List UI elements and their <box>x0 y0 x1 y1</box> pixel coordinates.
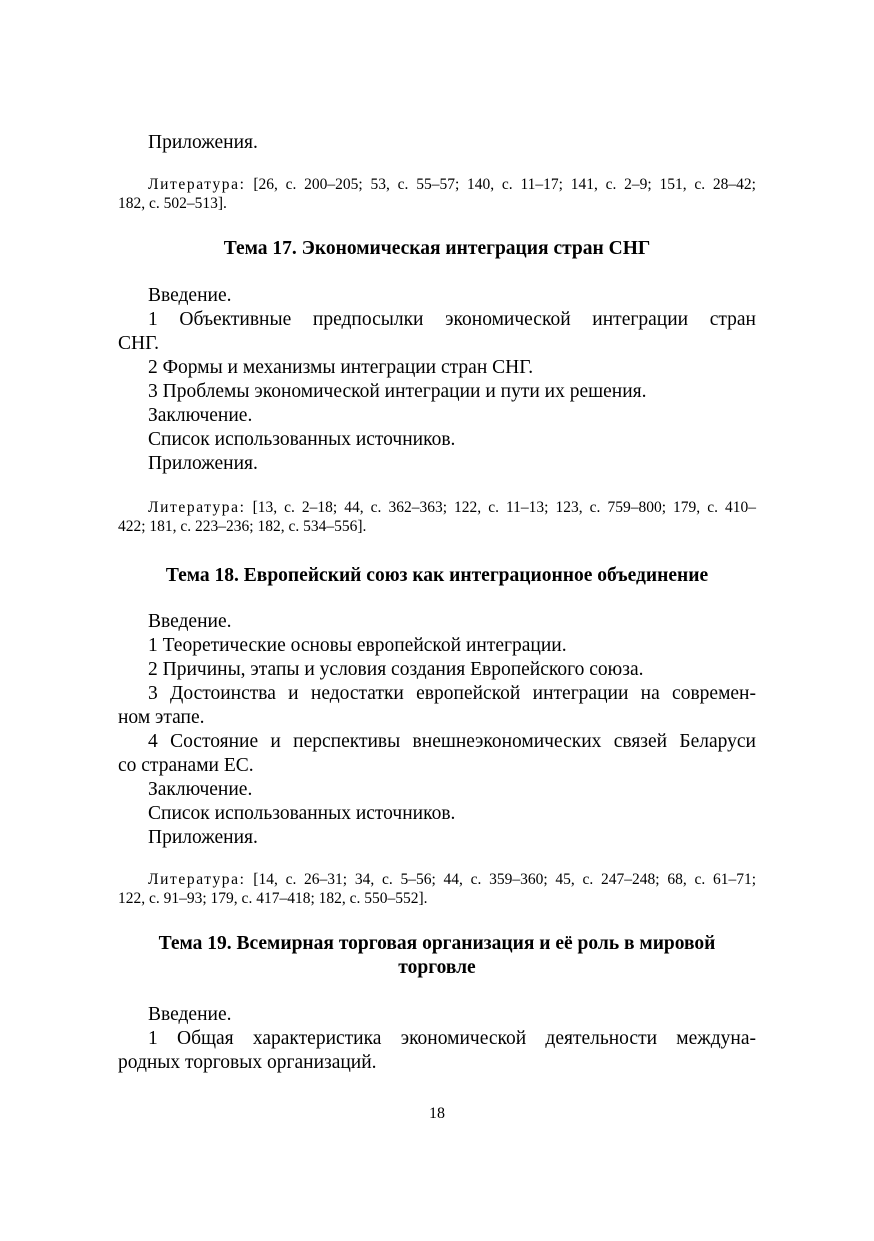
list-item: Заключение. <box>148 405 253 426</box>
literature-label: Литература: <box>148 176 246 193</box>
literature-label: Литература: <box>148 499 246 516</box>
literature-line: Литература: [14, с. 26–31; 34, с. 5–56; 44, с. 359–360; 45, с. 247–248; 68, с. 61–71; <box>148 871 756 888</box>
list-item: со странами ЕС. <box>118 755 254 776</box>
literature-line: Литература: [13, с. 2–18; 44, с. 362–363; 122, с. 11–13; 123, с. 759–800; 179, с. 410– <box>148 499 756 516</box>
list-item: Введение. <box>148 611 232 632</box>
list-item: Список использованных источников. <box>148 429 456 450</box>
literature-label: Литература: <box>148 871 246 888</box>
list-item: Введение. <box>148 1004 232 1025</box>
list-item: 2 Причины, этапы и условия создания Европейского союза. <box>148 659 644 680</box>
list-item: СНГ. <box>118 333 160 354</box>
literature-line: 182, с. 502–513]. <box>118 195 227 212</box>
literature-line: Литература: [26, с. 200–205; 53, с. 55–57; 140, с. 11–17; 141, с. 2–9; 151, с. 28–42; <box>148 176 756 193</box>
topic-heading: Тема 19. Всемирная торговая организация и её роль в мировой <box>158 933 716 954</box>
list-item: родных торговых организаций. <box>118 1052 377 1073</box>
list-item: Заключение. <box>148 779 253 800</box>
list-item: Список использованных источников. <box>148 803 456 824</box>
list-item: Введение. <box>148 285 232 306</box>
list-item: 3 Достоинства и недостатки европейской интеграции на современ- <box>148 683 756 704</box>
list-item: Приложения. <box>148 453 258 474</box>
topic-heading-continuation: торговле <box>398 957 476 978</box>
list-item: 2 Формы и механизмы интеграции стран СНГ. <box>148 357 534 378</box>
list-item: 1 Теоретические основы европейской интеграции. <box>148 635 567 656</box>
list-item: 3 Проблемы экономической интеграции и пути их решения. <box>148 381 647 402</box>
list-item: Приложения. <box>148 132 258 153</box>
list-item: Приложения. <box>148 827 258 848</box>
literature-line: 422; 181, с. 223–236; 182, с. 534–556]. <box>118 518 367 535</box>
list-item: 4 Состояние и перспективы внешнеэкономических связей Беларуси <box>148 731 756 752</box>
literature-line: 122, с. 91–93; 179, с. 417–418; 182, с. 550–552]. <box>118 890 428 907</box>
topic-heading: Тема 17. Экономическая интеграция стран СНГ <box>223 238 651 259</box>
list-item: 1 Объективные предпосылки экономической интеграции стран <box>148 309 756 330</box>
topic-heading: Тема 18. Европейский союз как интеграционное объединение <box>165 565 709 586</box>
page-number: 18 <box>429 1105 445 1122</box>
list-item: ном этапе. <box>118 707 205 728</box>
list-item: 1 Общая характеристика экономической деятельности междуна- <box>148 1028 756 1049</box>
